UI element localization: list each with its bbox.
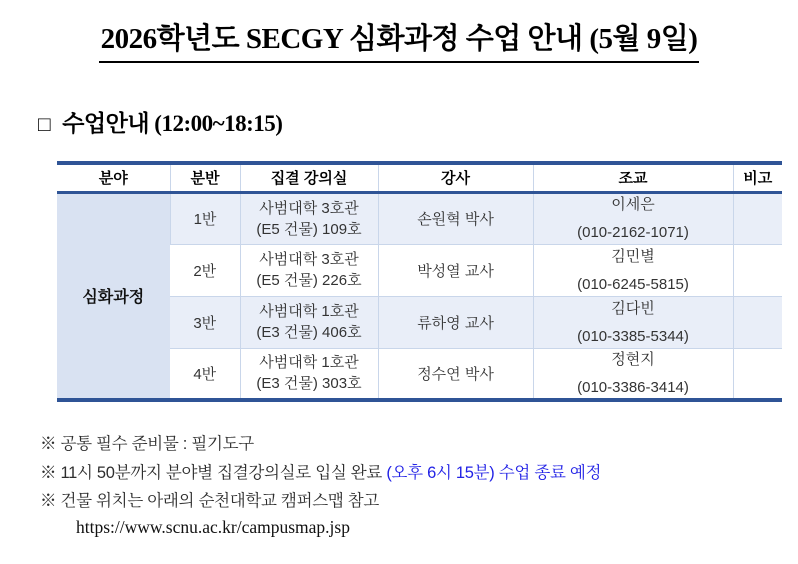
header-remark: 비고 — [733, 163, 782, 192]
page-title: 2026학년도 SECGY 심화과정 수업 안내 (5월 9일) — [99, 16, 700, 63]
instructor-cell: 류하영 교사 — [378, 296, 533, 348]
assistant-phone: (010-3385-5344) — [577, 327, 689, 345]
remark-cell — [733, 348, 782, 400]
header-assistant: 조교 — [533, 163, 733, 192]
room-building: 사범대학 3호관 — [259, 251, 359, 268]
assistant-phone: (010-2162-1071) — [577, 224, 689, 241]
square-bullet-icon: □ — [38, 112, 51, 136]
room-building: 사범대학 3호관 — [259, 199, 359, 217]
instructor-cell: 정수연 박사 — [378, 348, 533, 400]
class-cell: 3반 — [170, 296, 240, 348]
category-cell: 심화과정 — [57, 192, 170, 400]
remark-cell — [733, 192, 782, 244]
note-arrival-text: ※ 11시 50분까지 분야별 집결강의실로 입실 완료 — [40, 463, 387, 482]
room-building: 사범대학 1호관 — [259, 354, 359, 372]
assistant-name: 김다빈 — [611, 299, 655, 317]
assistant-cell — [533, 192, 733, 244]
room-number: (E5 건물) 109호 — [256, 220, 362, 238]
assistant-cell — [533, 244, 733, 296]
assistant-name: 정현지 — [611, 350, 655, 368]
room-cell — [240, 192, 378, 244]
header-instructor: 강사 — [378, 163, 533, 192]
instructor-cell: 박성열 교사 — [378, 244, 533, 296]
class-cell: 2반 — [170, 244, 240, 296]
note-supplies: ※ 공통 필수 준비물 : 필기도구 — [40, 435, 254, 453]
class-cell: 4반 — [170, 348, 240, 400]
room-cell — [240, 244, 378, 296]
assistant-name: 김민별 — [611, 247, 655, 265]
remark-cell — [733, 244, 782, 296]
header-row — [57, 163, 782, 192]
remark-cell — [733, 296, 782, 348]
table-header — [57, 163, 782, 192]
note-campus-map: ※ 건물 위치는 아래의 순천대학교 캠퍼스맵 참고 — [40, 492, 380, 510]
room-number: (E3 건물) 406호 — [256, 324, 362, 341]
section-heading — [38, 105, 798, 138]
class-cell: 1반 — [170, 192, 240, 244]
header-class: 분반 — [170, 163, 240, 192]
room-number: (E3 건물) 303호 — [256, 375, 362, 393]
header-category: 분야 — [57, 163, 170, 192]
assistant-phone: (010-3386-3414) — [577, 378, 689, 396]
assistant-name: 이세은 — [611, 196, 655, 213]
table-row — [57, 192, 782, 244]
assistant-phone: (010-6245-5815) — [577, 275, 689, 293]
header-room: 집결 강의실 — [240, 163, 378, 192]
assistant-cell — [533, 348, 733, 400]
room-building: 사범대학 1호관 — [259, 303, 359, 320]
room-number: (E5 건물) 226호 — [256, 272, 362, 289]
section-heading-label: 수업안내 (12:00~18:15) — [62, 111, 283, 136]
room-cell — [240, 348, 378, 400]
title-block — [0, 16, 798, 63]
assistant-cell — [533, 296, 733, 348]
class-schedule-table — [57, 161, 782, 402]
note-arrival — [40, 459, 798, 488]
room-cell — [240, 296, 378, 348]
campus-map-url: https://www.scnu.ac.kr/campusmap.jsp — [76, 516, 350, 537]
note-end-time-highlight: (오후 6시 15분) 수업 종료 예정 — [386, 463, 602, 482]
footnotes — [40, 430, 798, 516]
instructor-cell: 손원혁 박사 — [378, 192, 533, 244]
